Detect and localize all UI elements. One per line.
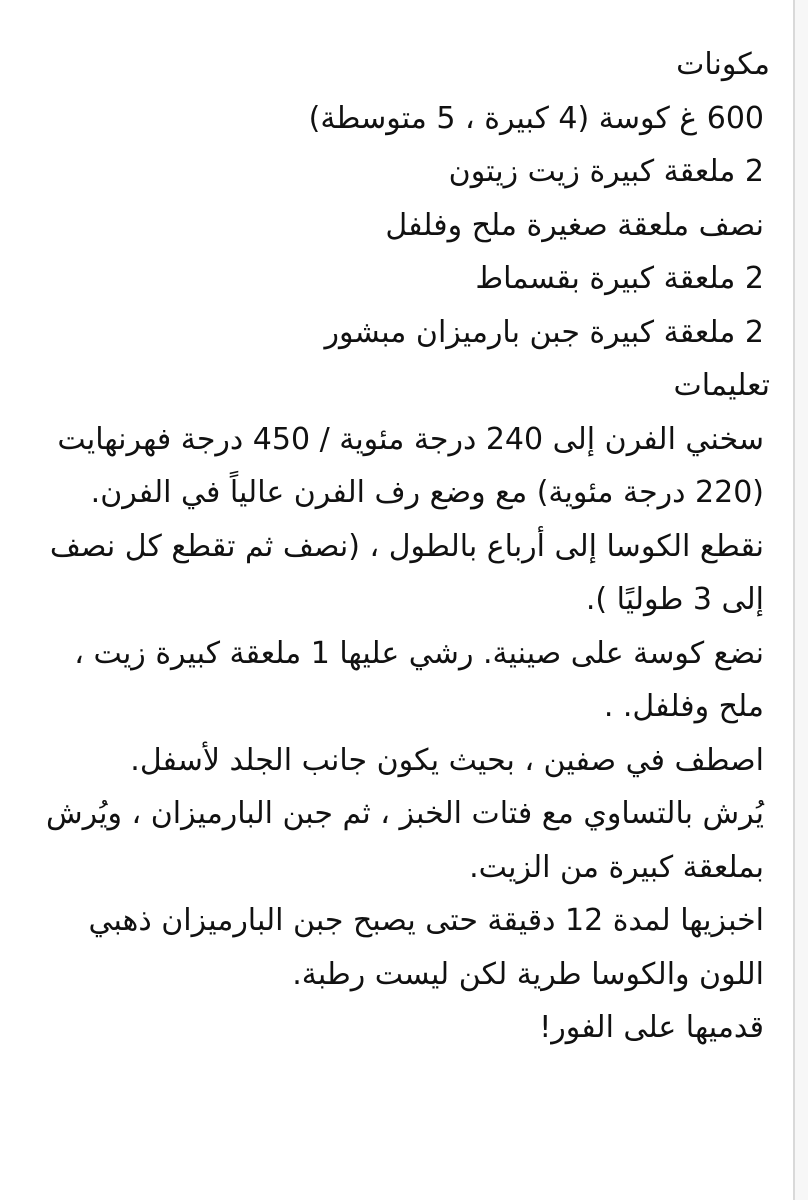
instruction-step: نقطع الكوسا إلى أرباع بالطول ، (نصف ثم تقطع كل نصف إلى 3 طوليًا ). — [49, 528, 764, 617]
instruction-step: اصطف في صفين ، بحيث يكون جانب الجلد لأسفل. — [130, 742, 764, 778]
instruction-step: يُرش بالتساوي مع فتات الخبز ، ثم جبن البارميزان ، ويُرش بملعقة كبيرة من الزيت. — [45, 796, 764, 885]
instruction-step: قدميها على الفور! — [539, 1010, 764, 1045]
ingredient-line: نصف ملعقة صغيرة ملح وفلفل — [385, 207, 764, 243]
ingredient-line: 2 ملعقة كبيرة جبن بارميزان مبشور — [324, 314, 764, 350]
instruction-step: اخبزيها لمدة 12 دقيقة حتى يصبح جبن البارميزان ذهبي اللون والكوسا طرية لكن ليست رطبة. — [88, 903, 764, 992]
ingredient-line: 600 غ كوسة (4 كبيرة ، 5 متوسطة) — [308, 100, 764, 136]
ingredients-heading: مكونات — [676, 47, 770, 82]
ingredient-line: 2 ملعقة كبيرة بقسماط — [475, 261, 764, 296]
recipe-text — [30, 38, 770, 1055]
instruction-step: سخني الفرن إلى 240 درجة مئوية / 450 درجة فهرنهايت (220 درجة مئوية) مع وضع رف الفرن عالياً في الفرن. — [57, 421, 764, 510]
page-edge — [795, 0, 808, 1200]
ingredient-line: 2 ملعقة كبيرة زيت زيتون — [448, 154, 764, 189]
instruction-step: نضع كوسة على صينية. رشي عليها 1 ملعقة كبيرة زيت ، ملح وفلفل. . — [74, 635, 764, 724]
instructions-heading: تعليمات — [673, 368, 770, 403]
